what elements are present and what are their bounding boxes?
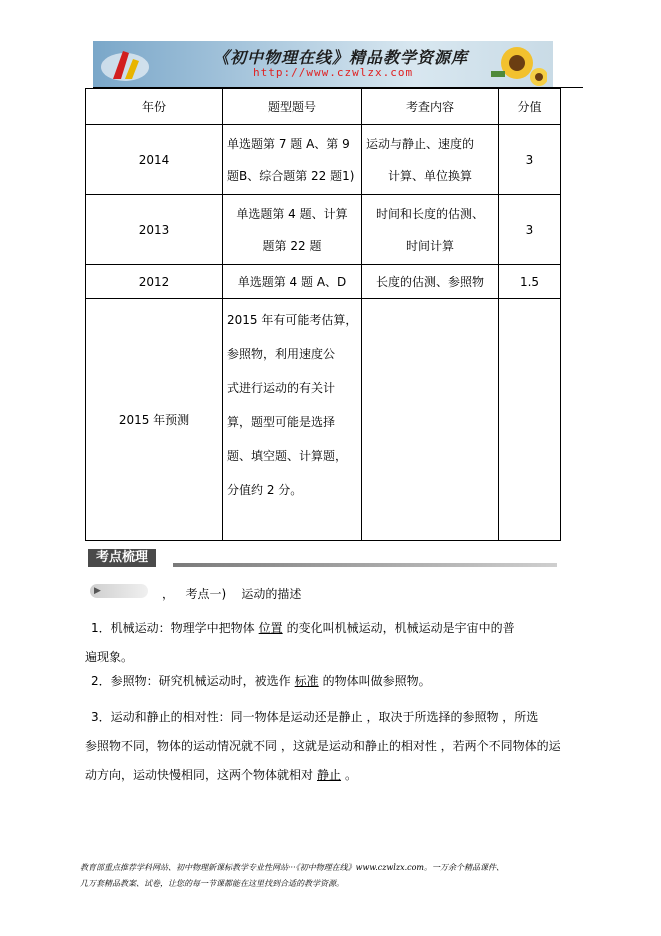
point-text: 的变化叫机械运动，机械运动是宇宙中的普 [286,621,515,635]
table-row [86,265,561,299]
cell-line: 分值约 2 分。 [227,483,303,497]
section-header [85,549,557,569]
row-score: 1.5 [499,265,561,299]
cell-line: 单选题第 4 题、计算 [236,206,348,221]
cell-line: 单选题第 7 题 A、第 9 [227,136,350,151]
cell-line: 2015 年有可能考估算， [227,313,358,327]
cell-line: 题、填空题、计算题， [227,449,348,463]
answer-blank: 静止 [317,768,342,782]
footer-line: 教育部重点推荐学科网站、初中物理新课标教学专业性网站···《初中物理在线》www.czwlzx.com。一万余个精品课件、 [80,863,505,872]
cell-line: 时间计算 [405,238,454,253]
play-tab-icon: ▶ [90,584,148,598]
prediction-content-empty [362,299,499,541]
kaodian-comma: ， [162,587,175,601]
row-content [362,125,499,195]
cell-line: 运动与静止、速度的 [366,136,475,151]
kaodian-title: 运动的描述 [241,587,302,601]
table-row-prediction [86,299,561,541]
point-text: 3．运动和静止的相对性：同一物体是运动还是静止 ，取决于所选择的参照物 ，所选 [91,710,539,724]
point-text: 遍现象。 [85,650,134,664]
site-logo-icon [99,45,151,85]
point-3 [85,703,580,790]
footer-line: 几万套精品教案、试卷，让您的每一节课都能在这里找到合适的教学资源。 [80,879,344,888]
prediction-score-empty [499,299,561,541]
point-text: 2．参照物：研究机械运动时，被选作 [91,674,291,688]
section-rule [173,563,557,567]
cell-line: 题B、综合题第 22 题1) [227,168,355,183]
section-title: 考点梳理 [88,549,156,567]
answer-blank: 位置 [258,621,283,635]
point-text: 动方向，运动快慢相同，这两个物体就相对 静止 。 [85,768,358,782]
table-header-row [86,89,561,125]
cell-line: 题第 22 题 [262,238,322,253]
banner-url[interactable]: http://www.czwlzx.com [253,66,414,79]
row-content [362,195,499,265]
point-1 [85,614,580,672]
cell-line: 参照物，利用速度公 [227,347,336,361]
header-question-type: 题型题号 [223,89,362,125]
point-text: 1．机械运动：物理学中把物体 [91,621,255,635]
header-score: 分值 [499,89,561,125]
row-year: 2014 [86,125,223,195]
kaodian-heading [162,585,301,602]
answer-blank: 标准 [294,674,319,688]
point-2 [85,667,580,696]
row-year: 2013 [86,195,223,265]
sunflower-icon [477,43,547,87]
kaodian-label: 考点一) [185,587,227,601]
banner-title: 《初中物理在线》精品教学资源库 [213,48,469,67]
row-year: 2012 [86,265,223,299]
row-question-type: 单选题第 4 题 A、D [223,265,362,299]
cell-line: 计算、单位换算 [387,168,472,183]
cell-line: 时间和长度的估测、 [375,206,484,221]
page-footer [80,860,600,892]
header-content: 考查内容 [362,89,499,125]
cell-line: 算，题型可能是选择 [227,415,336,429]
exam-analysis-table [85,88,561,541]
table-row [86,195,561,265]
point-text: 的物体叫做参照物。 [322,674,431,688]
cell-line: 式进行运动的有关计 [227,381,336,395]
row-score: 3 [499,195,561,265]
row-content: 长度的估测、参照物 [362,265,499,299]
prediction-year: 2015 年预测 [86,299,223,541]
header-banner [93,41,553,87]
table-row [86,125,561,195]
prediction-text [223,299,362,541]
header-year: 年份 [86,89,223,125]
row-question-type [223,125,362,195]
row-score: 3 [499,125,561,195]
row-question-type [223,195,362,265]
point-text: 参照物不同，物体的运动情况就不同 ，这就是运动和静止的相对性 ，若两个不同物体的运 [85,739,561,753]
